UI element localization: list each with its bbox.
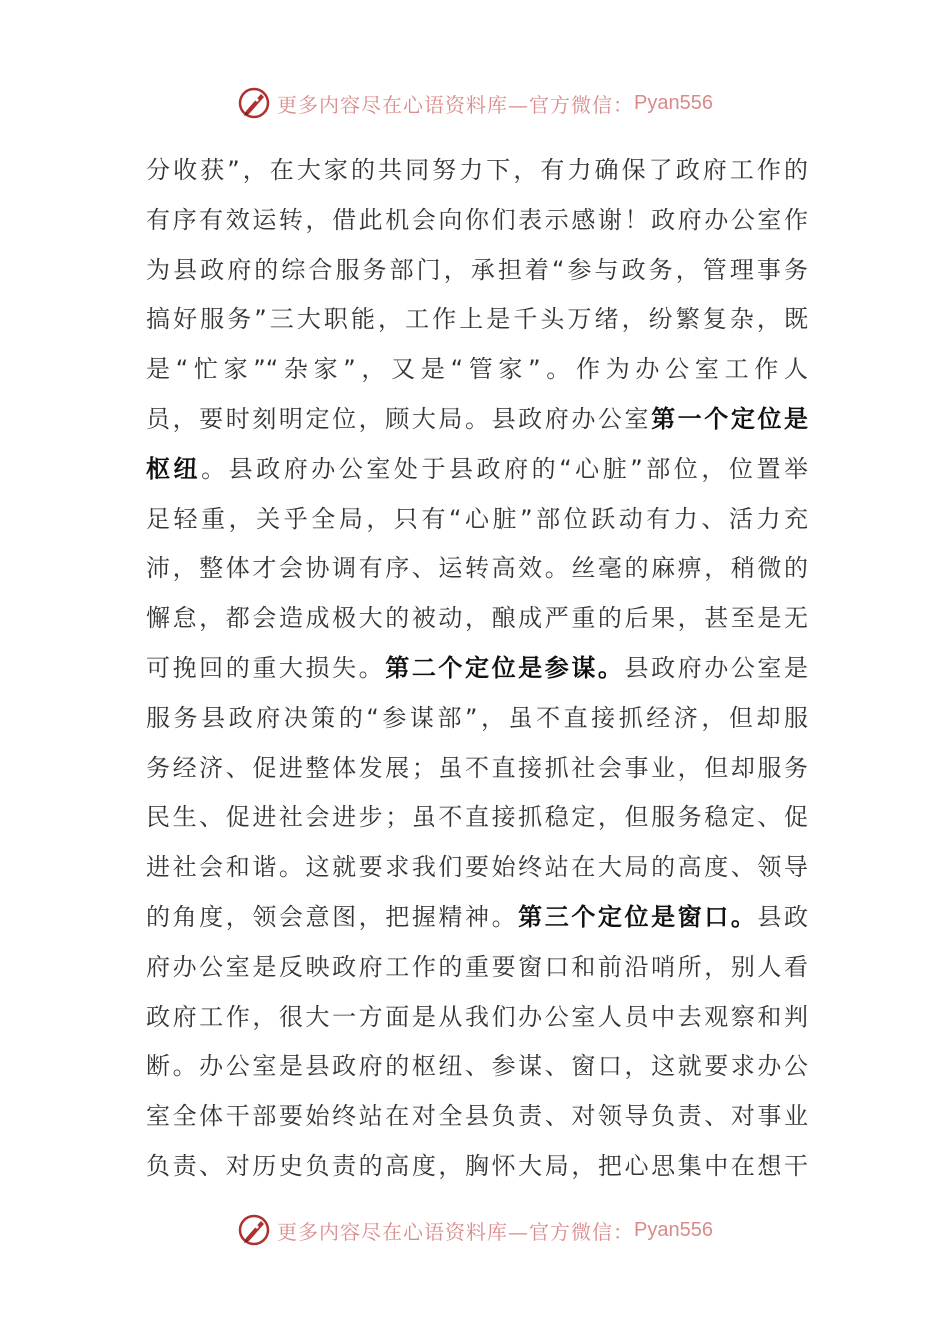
bold-phrase: 第二个定位是参谋。 xyxy=(385,653,625,682)
text-segment: 负责、对历史负责的高度，胸怀大局，把心思集中在想干 xyxy=(146,1151,808,1180)
banner-text: 更多内容尽在心语资料库—官方微信： xyxy=(277,1219,635,1244)
text-segment: 可挽回的重大损失。 xyxy=(146,653,386,682)
footer-banner xyxy=(0,1210,950,1250)
text-segment: 的角度，领会意图，把握精神。 xyxy=(146,902,519,931)
header-banner xyxy=(0,83,950,123)
text-segment: 县政 xyxy=(757,902,809,931)
text-line xyxy=(146,246,808,296)
text-line xyxy=(146,445,808,495)
text-line xyxy=(146,544,808,594)
text-line xyxy=(146,744,808,794)
pen-logo-icon xyxy=(237,86,271,120)
text-line xyxy=(146,495,808,545)
text-segment: 府办公室是反映政府工作的重要窗口和前沿哨所，别人看 xyxy=(146,952,808,981)
text-segment: 为县政府的综合服务部门，承担着“参与政务，管理事务 xyxy=(146,255,808,284)
text-line xyxy=(146,146,808,196)
text-line xyxy=(146,793,808,843)
text-segment: 务经济、促进整体发展；虽不直接抓社会事业，但却服务 xyxy=(146,753,808,782)
banner-wechat-id: Pyan556 xyxy=(634,1218,713,1241)
text-segment: 政府工作，很大一方面是从我们办公室人员中去观察和判 xyxy=(146,1002,808,1031)
text-line xyxy=(146,993,808,1043)
text-line xyxy=(146,594,808,644)
text-line xyxy=(146,1142,808,1192)
text-line xyxy=(146,943,808,993)
text-segment: 懈怠，都会造成极大的被动，酿成严重的后果，甚至是无 xyxy=(146,604,808,633)
text-segment: 。县政府办公室处于县政府的“心脏”部位，位置举 xyxy=(201,454,808,483)
text-segment: 分收获”，在大家的共同努力下，有力确保了政府工作的 xyxy=(146,156,808,184)
text-segment: 民生、促进社会进步；虽不直接抓稳定，但服务稳定、促 xyxy=(146,803,808,832)
text-line xyxy=(146,893,808,943)
bold-phrase: 枢纽 xyxy=(146,454,202,483)
text-line xyxy=(146,644,808,694)
text-segment: 沛，整体才会协调有序、运转高效。丝毫的麻痹，稍微的 xyxy=(146,554,808,583)
text-segment: 县政府办公室是 xyxy=(624,653,808,682)
bold-phrase: 第三个定位是窗口。 xyxy=(518,902,758,931)
banner-wechat-id: Pyan556 xyxy=(634,91,713,114)
banner-text: 更多内容尽在心语资料库—官方微信： xyxy=(277,92,635,117)
text-segment: 员，要时刻明定位，顾大局。县政府办公室 xyxy=(146,404,652,433)
text-line xyxy=(146,843,808,893)
text-line xyxy=(146,1092,808,1142)
text-line xyxy=(146,395,808,445)
pen-logo-icon xyxy=(237,1213,271,1247)
text-segment: 室全体干部要始终站在对全县负责、对领导负责、对事业 xyxy=(146,1102,808,1131)
text-line xyxy=(146,295,808,345)
text-segment: 是“忙家”“杂家”，又是“管家”。作为办公室工作人 xyxy=(146,355,808,384)
document-body xyxy=(146,146,808,1192)
text-segment: 足轻重，关乎全局，只有“心脏”部位跃动有力、活力充 xyxy=(146,504,808,533)
text-line xyxy=(146,196,808,246)
text-segment: 进社会和谐。这就要求我们要始终站在大局的高度、领导 xyxy=(146,853,808,882)
text-line xyxy=(146,1042,808,1092)
text-line xyxy=(146,345,808,395)
text-segment: 服务县政府决策的“参谋部”，虽不直接抓经济，但却服 xyxy=(146,703,808,732)
text-segment: 搞好服务”三大职能，工作上是千头万绪，纷繁复杂，既 xyxy=(146,305,808,334)
text-line xyxy=(146,694,808,744)
text-segment: 有序有效运转，借此机会向你们表示感谢！政府办公室作 xyxy=(146,205,808,234)
text-segment: 断。办公室是县政府的枢纽、参谋、窗口，这就要求办公 xyxy=(146,1052,808,1081)
bold-phrase: 第一个定位是 xyxy=(651,404,809,433)
